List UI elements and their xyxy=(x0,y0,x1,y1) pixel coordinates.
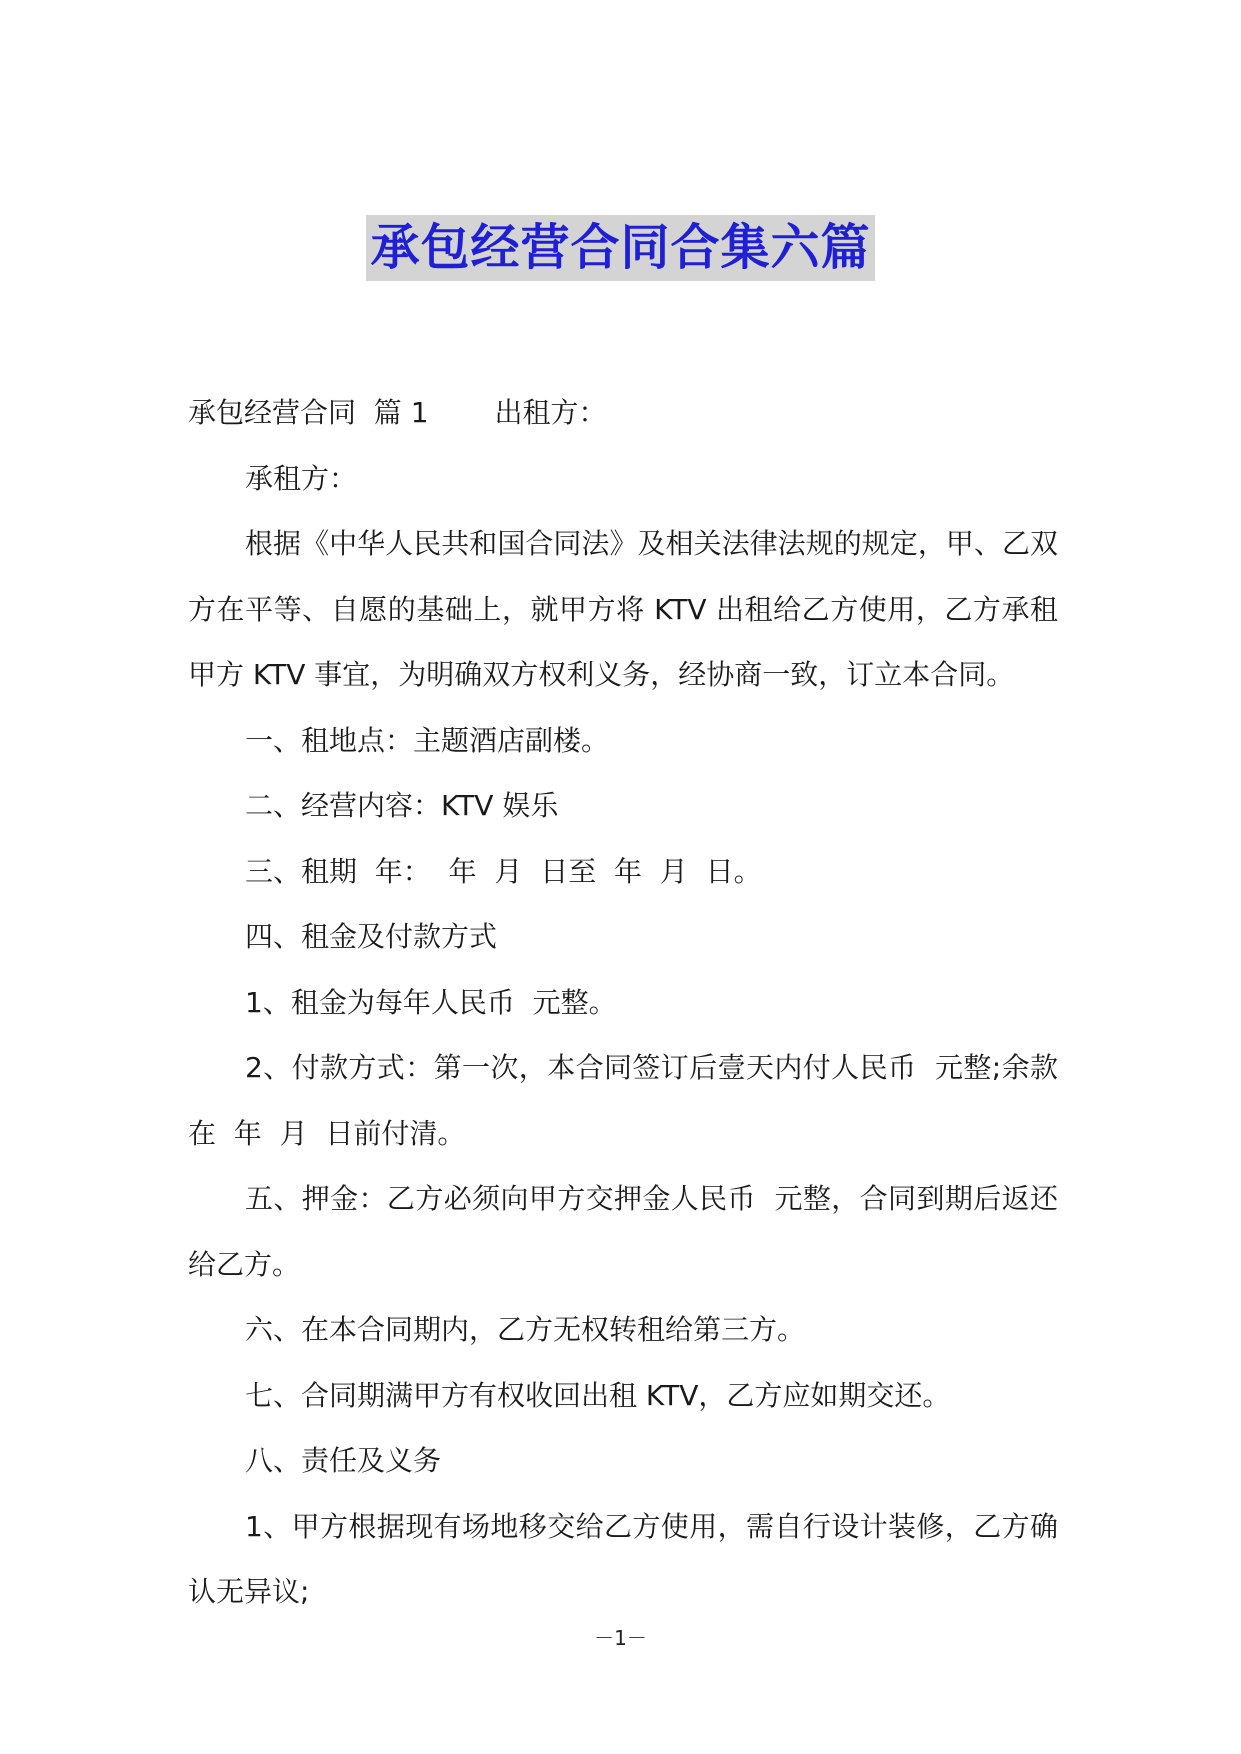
document-title: 承包经营合同合集六篇 xyxy=(366,215,874,281)
lessor-label: 出租方： xyxy=(494,396,607,429)
paragraph-no-sublet: 六、在本合同期内，乙方无权转租给第三方。 xyxy=(245,1313,806,1346)
paragraph-business: 二、经营内容：KTV 娱乐 xyxy=(245,789,559,822)
page-number: －1－ xyxy=(594,1626,647,1650)
paragraph-rent-amount: 1、租金为每年人民币 元整。 xyxy=(245,985,617,1019)
paragraph-location: 一、租地点：主题酒店副楼。 xyxy=(245,723,610,757)
paragraph-term: 三、租期 年： 年 月 日至 年 月 日。 xyxy=(245,854,762,888)
title-container xyxy=(0,215,1241,281)
paragraph-duty-1: 1、甲方根据现有场地移交给乙方使用，需自行设计装修，乙方确认无异议; xyxy=(188,1509,1058,1608)
paragraph-deposit: 五、押金：乙方必须向甲方交押金人民币 元整，合同到期后返还给乙方。 xyxy=(188,1182,1058,1281)
paragraph-expiry: 七、合同期满甲方有权收回出租 KTV，乙方应如期交还。 xyxy=(245,1378,951,1412)
paragraph-rent-heading: 四、租金及付款方式 xyxy=(245,920,498,953)
document-body xyxy=(188,380,1058,1625)
paragraph-duties-heading: 八、责任及义务 xyxy=(245,1444,442,1477)
paragraph-lessee: 承租方： xyxy=(245,461,358,495)
paragraph-intro: 根据《中华人民共和国合同法》及相关法律法规的规定，甲、乙双方在平等、自愿的基础上，就甲方将 KTV 出租给乙方使用，乙方承租甲方 KTV 事宜，为明确双方权利义务，经协商一致，订立本合同。 xyxy=(188,527,1058,691)
contract-heading: 承包经营合同 篇 1 xyxy=(188,396,429,429)
paragraph-payment: 2、付款方式：第一次，本合同签订后壹天内付人民币 元整;余款在 年 月 日前付清。 xyxy=(188,1051,1058,1150)
first-line xyxy=(188,380,1058,446)
